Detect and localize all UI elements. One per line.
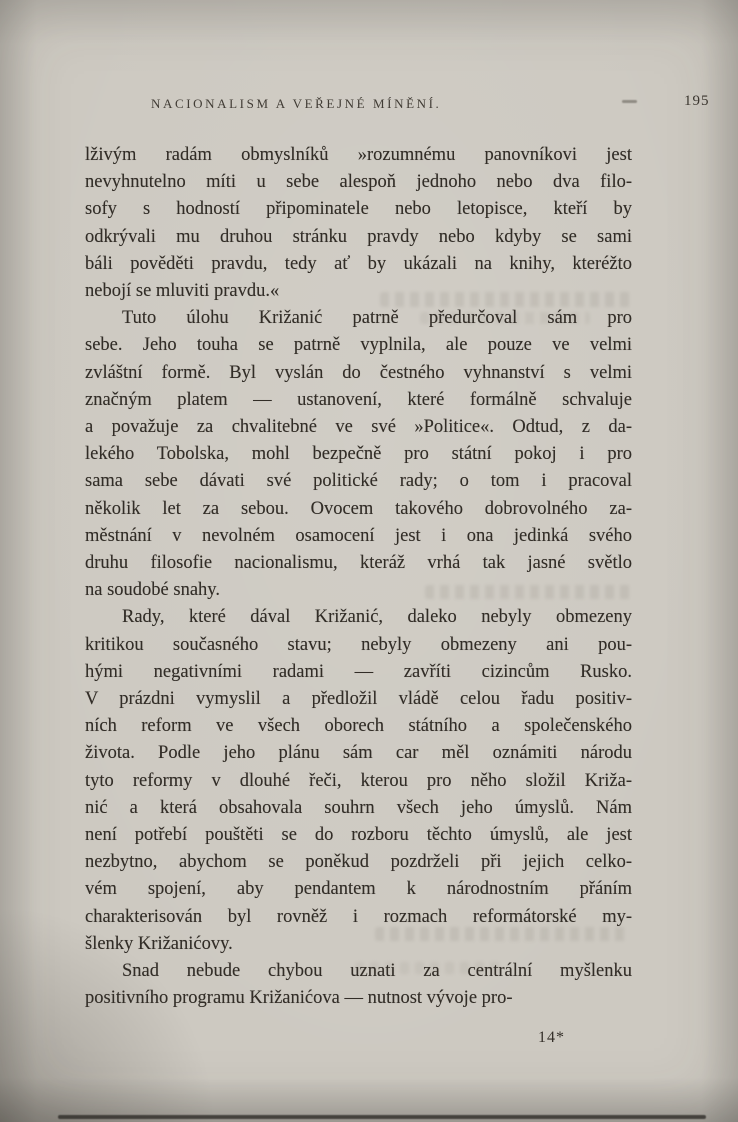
paragraph [85, 305, 632, 604]
text-line: sebe. Jeho touha se patrně vyplnila, ale pouze ve velmi [85, 335, 632, 356]
text-line: Rady, které dával Križanić, daleko nebyly obmezeny [122, 607, 632, 628]
text-line: zvláštní formě. Byl vyslán do čestného vyhnanství s velmi [85, 362, 632, 383]
text-line: nevyhnutelno míti u sebe alespoň jednoho nebo dva filo- [85, 172, 632, 193]
text-line: druhu filosofie nacionalismu, kteráž vrhá tak jasné světlo [85, 553, 632, 574]
text-line: báli pověděti pravdu, tedy ať by ukázali na knihy, kteréžto [85, 253, 632, 274]
text-line: charakterisován byl rovněž i rozmach reformátorské my- [85, 906, 632, 927]
text-line: lživým radám obmyslníků »rozumnému panovníkovi jest [85, 145, 632, 165]
scan-artifact-line [58, 1115, 706, 1119]
text-line: kritikou současného stavu; nebyly obmezeny ani pou- [85, 634, 632, 655]
paragraph [85, 604, 632, 958]
page-number: 195 [684, 93, 710, 109]
paragraph [85, 958, 632, 1012]
text-line: sofy s hodností připominatele nebo letopisce, kteří by [85, 199, 632, 220]
text-line: nezbytno, abychom se poněkud pozdrželi při jejich celko- [85, 852, 632, 873]
text-line: positivního programu Križanićova — nutnost vývoje pro- [85, 988, 513, 1009]
text-line: značným platem — ustanovení, které formálně schvaluje [85, 389, 632, 410]
text-line: a považuje za chvalitebné ve své »Politice«. Odtud, z da- [85, 417, 632, 438]
scan-edge-mark [622, 100, 637, 103]
running-header-title: NACIONALISM A VEŘEJNÉ MÍNĚNÍ. [151, 96, 442, 111]
text-line: tyto reformy v dlouhé řeči, kterou pro něho složil Križa- [85, 770, 632, 791]
signature-mark: 14* [538, 1029, 565, 1046]
text-line: městnání v nevolném osamocení jest i ona jedinká svého [85, 525, 632, 546]
text-line: nebojí se mluviti pravdu.« [85, 281, 280, 302]
text-line: na soudobé snahy. [85, 580, 220, 601]
text-line: hými negativními radami — zavříti cizincům Rusko. [85, 661, 632, 682]
text-line: šlenky Križanićovy. [85, 933, 233, 954]
text-line: není potřebí pouštěti se do rozboru těchto úmyslů, ale jest [85, 825, 632, 846]
text-line: Snad nebude chybou uznati za centrální myšlenku [122, 961, 632, 982]
text-line: života. Podle jeho plánu sám car měl oznámiti národu [85, 743, 632, 764]
text-line: nić a která obsahovala souhrn všech jeho úmyslů. Nám [85, 797, 632, 818]
text-line: sama sebe dávati své politické rady; o tom i pracoval [85, 471, 632, 492]
text-line: vém spojení, aby pendantem k národnostním přáním [85, 879, 632, 900]
text-line: několik let za sebou. Ovocem takového dobrovolného za- [85, 498, 632, 519]
text-line: odkrývali mu druhou stránku pravdy nebo kdyby se sami [85, 226, 632, 247]
text-line: lekého Tobolska, mohl bezpečně pro státní pokoj i pro [85, 444, 632, 465]
text-line: V prázdni vymyslil a předložil vládě celou řadu positiv- [85, 689, 632, 710]
text-block [85, 142, 632, 1013]
text-line: ních reform ve všech oborech státního a společenského [85, 716, 632, 737]
text-line: Tuto úlohu Križanić patrně předurčoval sám pro [122, 308, 632, 329]
paragraph [85, 142, 632, 305]
